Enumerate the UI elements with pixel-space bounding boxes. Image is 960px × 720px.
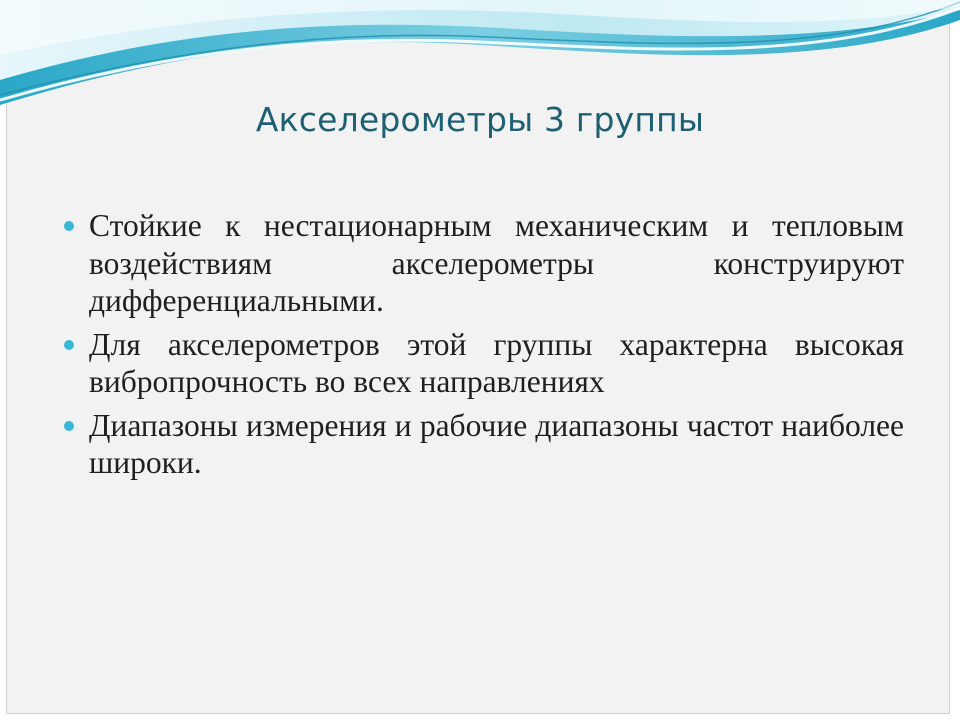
bullet-dot-icon xyxy=(64,421,74,431)
bullet-text: Диапазоны измерения и рабочие диапазоны частот наиболее широки. xyxy=(89,407,904,480)
bullet-item xyxy=(62,326,904,401)
bullet-text: Для акселерометров этой группы характерна высокая вибропрочность во всех направлениях xyxy=(89,326,904,399)
slide-title: Акселерометры 3 группы xyxy=(255,100,705,139)
bullet-dot-icon xyxy=(64,221,74,231)
bullet-item xyxy=(62,207,904,320)
bullet-dot-icon xyxy=(64,340,74,350)
bullet-item xyxy=(62,407,904,482)
bullet-list xyxy=(62,207,904,488)
bullet-text: Стойкие к нестационарным механическим и тепловым воздействиям акселерометры конструируют дифференциальными. xyxy=(89,208,904,318)
